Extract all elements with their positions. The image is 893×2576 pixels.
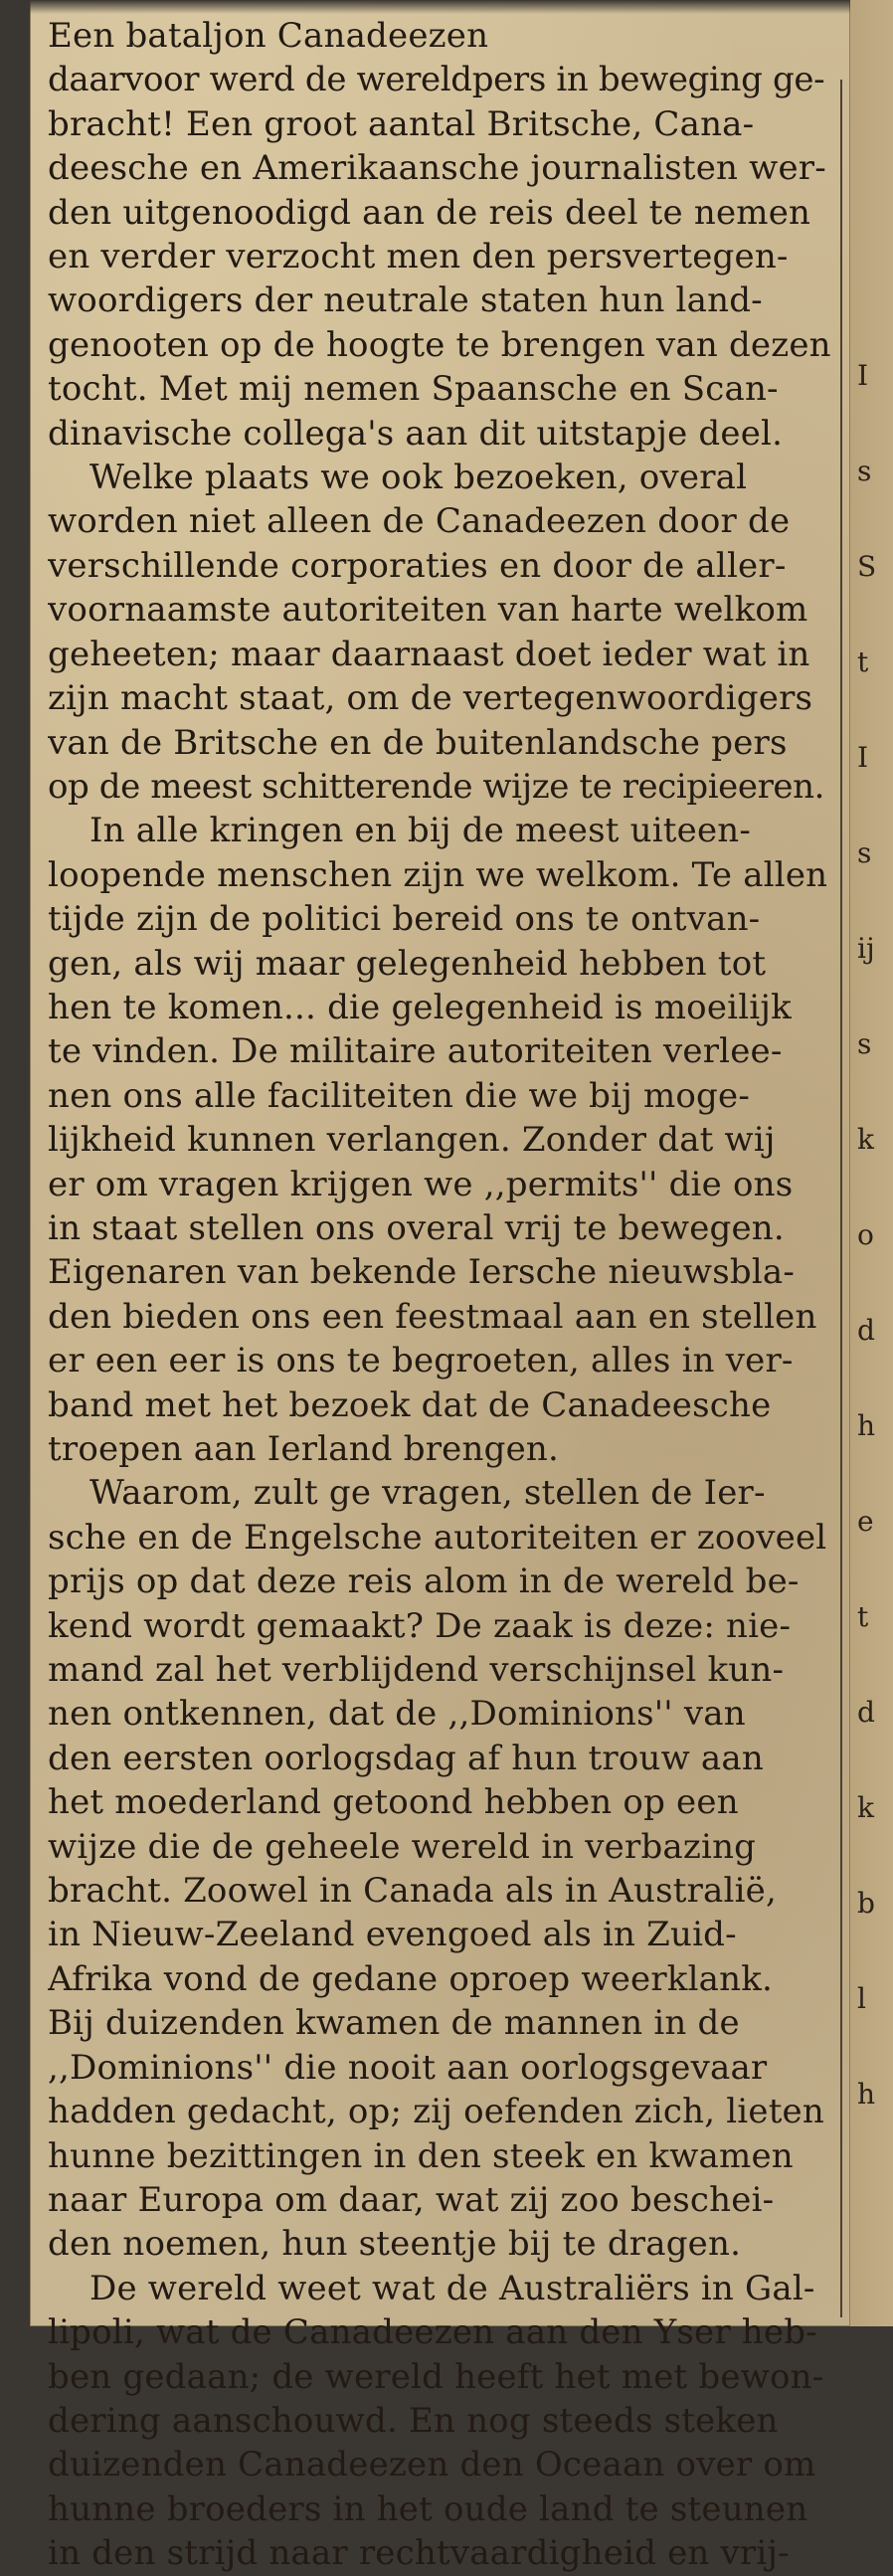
- article-line: genooten op de hoogte te brengen van dezen: [48, 324, 831, 365]
- article-line: In alle kringen en bij de meest uiteen-: [89, 811, 752, 851]
- article-line: in staat stellen ons overal vrij te bewegen.: [48, 1207, 785, 1248]
- article-line: en verder verzocht men den persvertegen-: [48, 237, 789, 277]
- adjacent-column-fragments: [857, 328, 887, 2142]
- article-line: hunne bezittingen in den steek en kwamen: [48, 2135, 794, 2176]
- article-line: hadden gedacht, op; zij oefenden zich, lieten: [48, 2092, 824, 2132]
- adjacent-column-char: S: [857, 550, 877, 583]
- article-line: bracht! Een groot aantal Britsche, Cana-: [48, 103, 755, 144]
- article-line: dering aanschouwd. En nog steeds steken: [48, 2400, 779, 2441]
- adjacent-column-char: d: [857, 1314, 875, 1347]
- adjacent-column-char: I: [857, 359, 869, 392]
- article-line: Eigenaren van bekende Iersche nieuwsbla-: [48, 1252, 796, 1293]
- adjacent-column-char: l: [857, 1982, 866, 2015]
- article-body: [48, 14, 833, 2576]
- article-line: troepen aan Ierland brengen.: [48, 1429, 559, 1469]
- article-line: Waarom, zult ge vragen, stellen de Ier-: [89, 1473, 766, 1514]
- article-line: in Nieuw-Zeeland evengoed als in Zuid-: [48, 1915, 737, 1955]
- article-line: op de meest schitterende wijze te recipieeren.: [48, 766, 825, 807]
- article-line: den eersten oorlogsdag af hun trouw aan: [48, 1738, 764, 1778]
- article-line: kend wordt gemaakt? De zaak is deze: nie-: [48, 1605, 792, 1646]
- adjacent-column-char: s: [857, 836, 872, 869]
- article-line: Bij duizenden kwamen de mannen in de: [48, 2003, 740, 2044]
- article-line: van de Britsche en de buitenlandsche pers: [48, 722, 788, 763]
- article-line: tocht. Met mij nemen Spaansche en Scan-: [48, 369, 779, 410]
- adjacent-column-char: h: [857, 1409, 876, 1442]
- adjacent-column-char: o: [857, 1218, 874, 1251]
- adjacent-column-char: h: [857, 2078, 876, 2111]
- article-line: gen, als wij maar gelegenheid hebben tot: [48, 943, 767, 984]
- article-line: tijde zijn de politici bereid ons te ontvan-: [48, 899, 761, 940]
- article-line: lijkheid kunnen verlangen. Zonder dat wij: [48, 1120, 776, 1161]
- adjacent-column-char: k: [857, 1791, 874, 1824]
- article-line: voornaamste autoriteiten van harte welkom: [48, 590, 808, 631]
- article-line: den noemen, hun steentje bij te dragen.: [48, 2224, 742, 2265]
- adjacent-column-char: ij: [857, 932, 875, 965]
- article-line: den uitgenoodigd aan de reis deel te nemen: [48, 192, 811, 233]
- article-line: mand zal het verblijdend verschijnsel kun-: [48, 1650, 785, 1691]
- article-line: deesche en Amerikaansche journalisten wer-: [48, 148, 826, 189]
- article-line: band met het bezoek dat de Canadeesche: [48, 1384, 772, 1425]
- article-line: er een eer is ons te begroeten, alles in ver-: [48, 1341, 794, 1381]
- adjacent-column-char: d: [857, 1696, 875, 1729]
- article-line: daarvoor werd de wereldpers in beweging ge-: [48, 60, 825, 100]
- article-line: Welke plaats we ook bezoeken, overal: [89, 458, 748, 498]
- adjacent-column-char: t: [857, 1600, 869, 1633]
- article-line: De wereld weet wat de Australiërs in Gal-: [89, 2268, 815, 2308]
- adjacent-column-char: s: [857, 455, 872, 487]
- adjacent-column-char: s: [857, 1027, 872, 1060]
- article-line: ben gedaan; de wereld heeft het met bewon-: [48, 2356, 824, 2397]
- article-line: Afrika vond de gedane oproep weerklank.: [48, 1958, 774, 1999]
- article-line: den bieden ons een feestmaal aan en stellen: [48, 1296, 817, 1337]
- article-line: woordigers der neutrale staten hun land-: [48, 280, 763, 321]
- article-line: naar Europa om daar, wat zij zoo beschei-: [48, 2179, 775, 2220]
- article-line: hunne broeders in het oude land te steunen: [48, 2488, 808, 2529]
- article-line: bracht. Zoowel in Canada als in Australië,: [48, 1871, 777, 1912]
- article-line: het moederland getoond hebben op een: [48, 1782, 739, 1823]
- article-line: wijze die de geheele wereld in verbazing: [48, 1826, 757, 1867]
- article-line: te vinden. De militaire autoriteiten verlee-: [48, 1031, 783, 1072]
- article-line: Een bataljon Canadeezen: [48, 16, 489, 56]
- article-line: geheeten; maar daarnaast doet ieder wat in: [48, 634, 810, 674]
- article-line: nen ons alle faciliteiten die we bij moge-: [48, 1075, 751, 1116]
- article-line: zijn macht staat, om de vertegenwoordigers: [48, 678, 813, 719]
- article-line: lipoli, wat de Canadeezen aan den Yser heb-: [48, 2312, 817, 2353]
- article-line: nen ontkennen, dat de ,,Dominions'' van: [48, 1694, 746, 1735]
- article-line: prijs op dat deze reis alom in de wereld be-: [48, 1562, 800, 1602]
- article-line: in den strijd naar rechtvaardigheid en vrij-: [48, 2533, 790, 2574]
- article-line: dinavische collega's aan dit uitstapje deel.: [48, 413, 784, 454]
- article-line: duizenden Canadeezen den Oceaan over om: [48, 2445, 816, 2485]
- article-line: worden niet alleen de Canadeezen door de: [48, 501, 791, 542]
- adjacent-column-char: t: [857, 645, 869, 678]
- torn-top-edge: [30, 0, 850, 14]
- adjacent-column-char: I: [857, 741, 869, 774]
- article-line: er om vragen krijgen we ,,permits'' die ons: [48, 1164, 794, 1204]
- column-rule: [840, 80, 842, 2317]
- article-line: loopende menschen zijn we welkom. Te allen: [48, 854, 828, 895]
- article-line: sche en de Engelsche autoriteiten er zooveel: [48, 1517, 827, 1558]
- article-line: verschillende corporaties en door de aller-: [48, 545, 787, 586]
- article-line: ,,Dominions'' die nooit aan oorlogsgevaar: [48, 2047, 768, 2088]
- adjacent-column-char: k: [857, 1123, 874, 1156]
- adjacent-column-char: b: [857, 1887, 875, 1920]
- article-line: hen te komen... die gelegenheid is moeilijk: [48, 987, 792, 1027]
- adjacent-column-char: e: [857, 1505, 874, 1538]
